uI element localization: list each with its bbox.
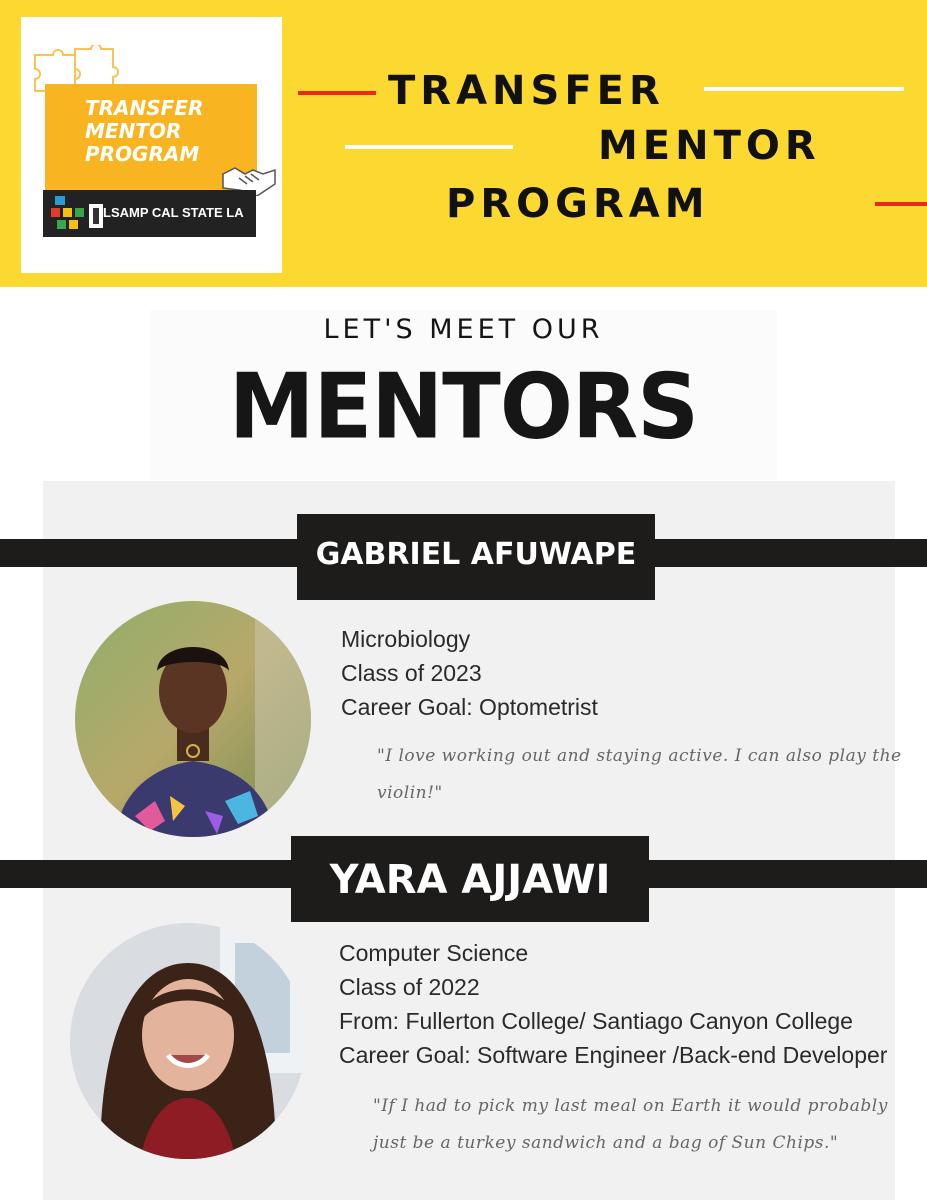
- intro-kicker: LET'S MEET OUR: [323, 314, 604, 345]
- white-stripe: [345, 145, 513, 149]
- mentor-details: [341, 622, 598, 724]
- mentor-quote: [373, 1088, 893, 1162]
- lsamp-banner: [43, 190, 256, 237]
- intro-heading: MENTORS: [228, 354, 699, 460]
- mentor-name: GABRIEL AFUWAPE: [297, 514, 655, 600]
- white-stripe: [704, 87, 904, 91]
- mentor-career-goal: Career Goal: Optometrist: [341, 694, 598, 720]
- logo-line-2: MENTOR: [85, 119, 182, 143]
- mentor-name: YARA AJJAWI: [291, 836, 649, 922]
- mentor-from: From: Fullerton College/ Santiago Canyon College: [339, 1008, 853, 1034]
- program-logo: [21, 17, 282, 273]
- quote-line-2: just be a turkey sandwich and a bag of Sun Chips.": [373, 1133, 839, 1153]
- title-line-2: MENTOR: [598, 123, 821, 169]
- lsamp-text: LSAMP CAL STATE LA: [103, 205, 244, 220]
- quote-line-2: violin!": [377, 783, 443, 803]
- logo-line-3: PROGRAM: [85, 142, 200, 166]
- stem-cubes-icon: [49, 194, 105, 234]
- mentor-major: Microbiology: [341, 626, 471, 652]
- header-banner: [0, 0, 927, 287]
- mentor-class: Class of 2023: [341, 660, 482, 686]
- red-stripe: [298, 91, 376, 95]
- mentor-class: Class of 2022: [339, 974, 480, 1000]
- logo-line-1: TRANSFER: [85, 96, 204, 120]
- quote-line-1: "I love working out and staying active. I can also play the: [377, 746, 902, 766]
- title-line-1: TRANSFER: [388, 68, 665, 114]
- mentor-photo: [75, 601, 311, 837]
- mentor-photo: [70, 923, 306, 1159]
- mentor-major: Computer Science: [339, 940, 529, 966]
- mentor-quote: [377, 738, 902, 812]
- red-stripe: [875, 202, 927, 206]
- quote-line-1: "If I had to pick my last meal on Earth it would probably: [373, 1096, 888, 1116]
- mentor-career-goal: Career Goal: Software Engineer /Back-end Developer: [339, 1042, 888, 1068]
- mentor-details: [339, 936, 887, 1072]
- title-line-3: PROGRAM: [446, 181, 710, 227]
